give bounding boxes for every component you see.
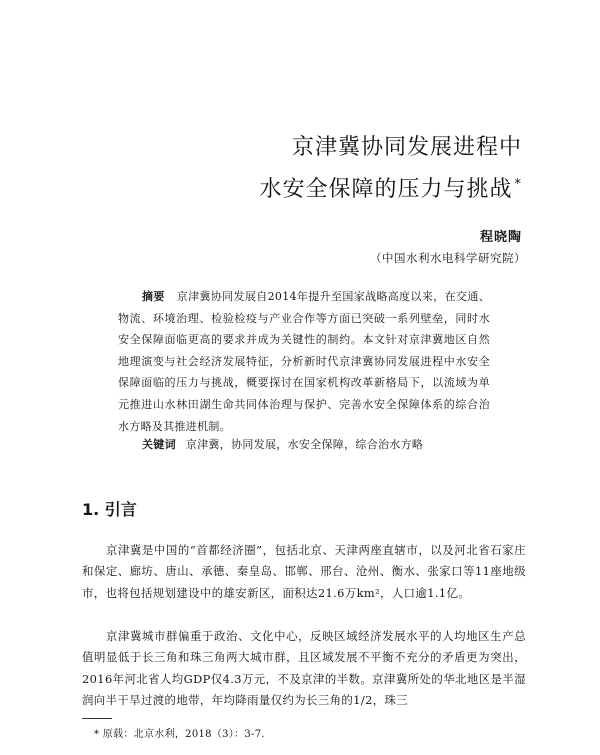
- paper-title-line-2-text: 水安全保障的压力与挑战: [259, 177, 513, 202]
- footnote: * 原载：北京水利，2018（3）：3-7.: [94, 729, 265, 740]
- author-name: 程晓陶: [479, 230, 522, 245]
- abstract: [118, 286, 490, 437]
- keywords: [118, 436, 490, 452]
- section-heading: [82, 497, 137, 520]
- paper-title-line-2: [259, 172, 522, 203]
- footnote-rule: [82, 718, 112, 719]
- body-paragraph-2-wrap: [82, 626, 526, 712]
- abstract-label: 摘要: [142, 290, 165, 303]
- keywords-label: 关键词: [142, 438, 176, 451]
- abstract-text: 京津冀协同发展自2014年提升至国家战略高度以来，在交通、物流、环境治理、检验检疫与产业合作等方面已突破一系列壁垒，同时水安全保障面临更高的要求并成为关键性的制约。本文针对京津冀地区自然地理演变与社会经济发展特征，分析新时代京津冀协同发展进程中水安全保障面临的压力与挑战，概要探讨在国家机构改革新格局下，以流域为单元推进山水林田湖生命共同体治理与保护、完善水安全保障体系的综合治水方略及其推进机制。: [118, 290, 490, 433]
- keywords-text: 京津冀，协同发展，水安全保障，综合治水方略: [185, 438, 424, 451]
- title-footnote-mark: *: [514, 176, 522, 192]
- paper-title-line-1: 京津冀协同发展进程中: [291, 135, 522, 160]
- author-affiliation: （中国水利水电科学研究院）: [370, 251, 526, 265]
- body-paragraph-1: 京津冀是中国的“首都经济圈”，包括北京、天津两座直辖市，以及河北省石家庄和保定、廊坊、唐山、承德、秦皇岛、邯郸、邢台、沧州、衡水、张家口等11座地级市，也将包括规划建设中的雄安新区，面积达21.6万km²，人口逾1.1亿。: [82, 543, 526, 600]
- body-paragraph-2: 京津冀城市群偏重于政治、文化中心，反映区域经济发展水平的人均地区生产总值明显低于长三角和珠三角两大城市群，且区域发展不平衡不充分的矛盾更为突出，2016年河北省人均GDP仅4.3万元，不及京津的半数。京津冀所处的华北地区是半湿润向半干旱过渡的地带，年均降雨量仅约为长三角的1/2，珠三: [82, 629, 526, 708]
- body-paragraph-1-wrap: [82, 540, 526, 604]
- section-title: 引言: [104, 500, 137, 519]
- section-number: 1.: [82, 500, 100, 519]
